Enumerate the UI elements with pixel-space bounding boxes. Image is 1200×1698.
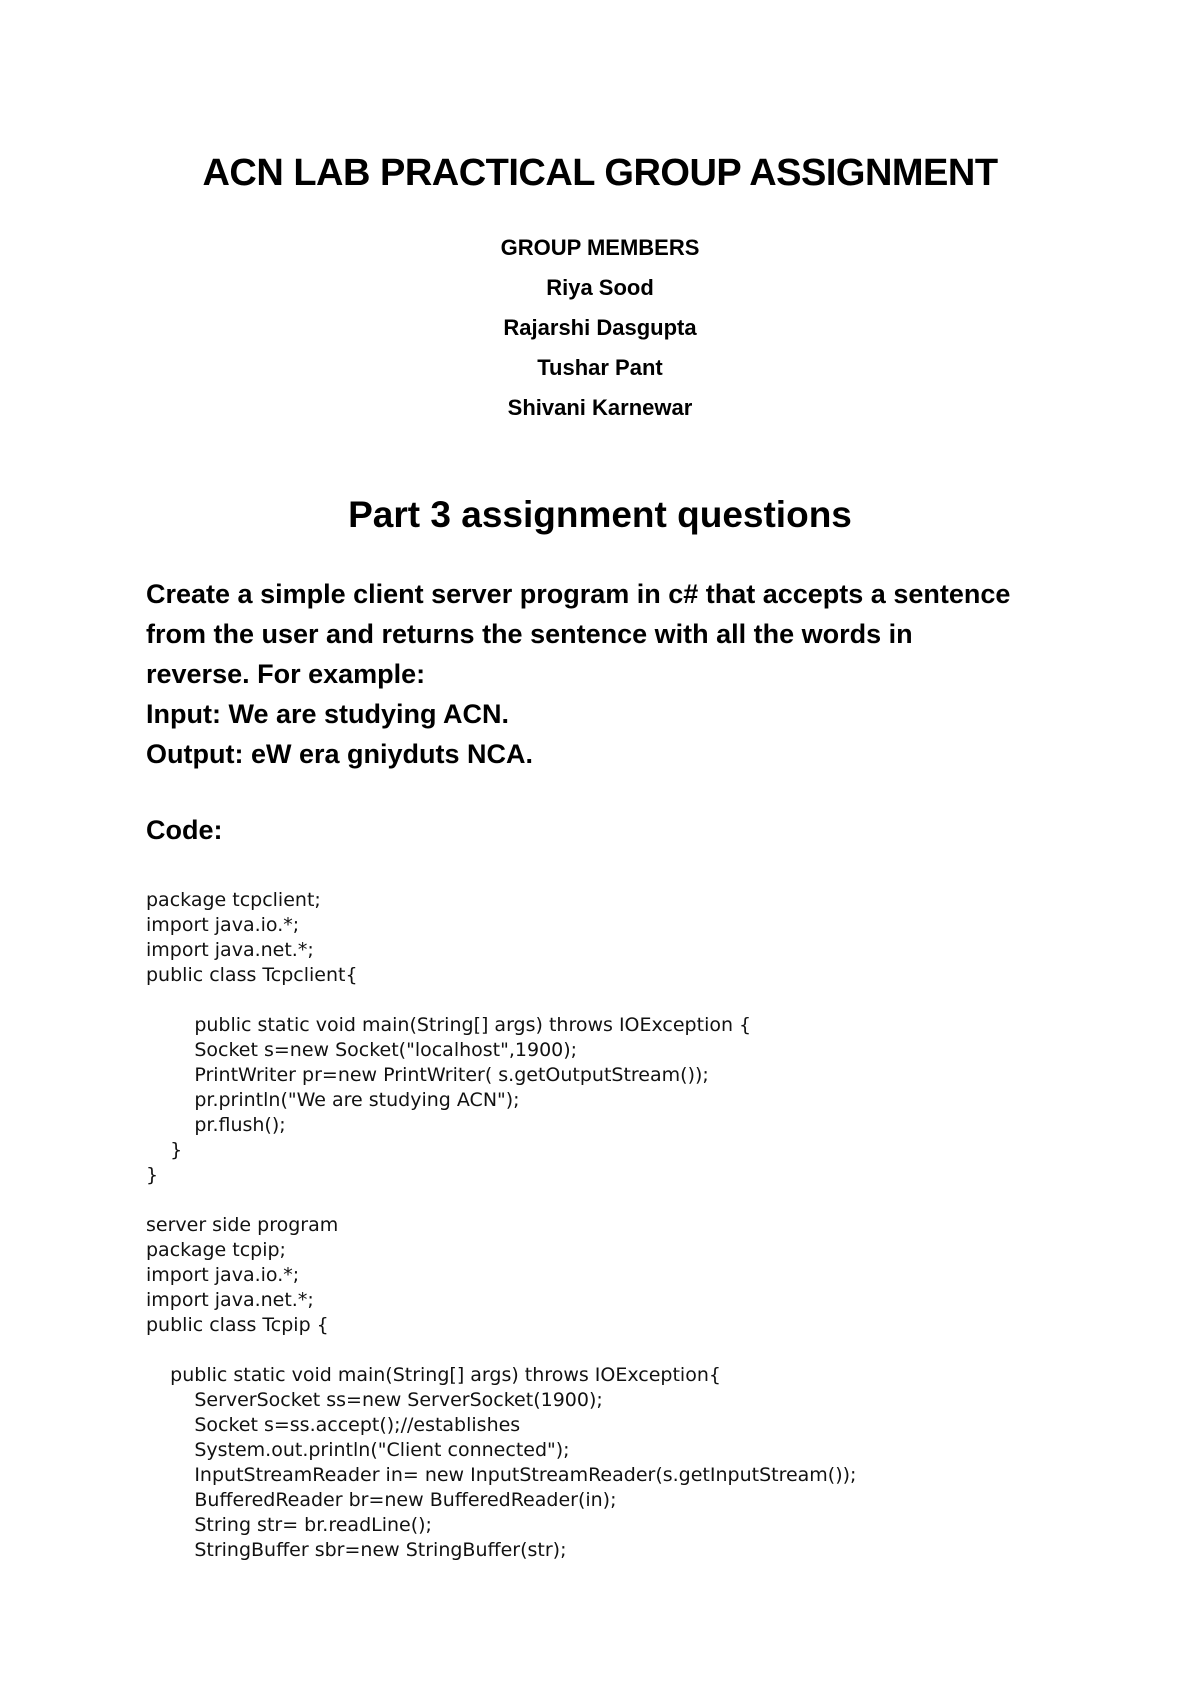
code-line: public static void main(String[] args) throws IOException { [146, 1014, 752, 1036]
code-line: import java.io.*; [146, 1264, 300, 1286]
code-line: package tcpclient; [146, 889, 321, 911]
code-line [146, 1338, 1146, 1363]
code-line: BufferedReader br=new BufferedReader(in); [146, 1489, 617, 1511]
question-line: reverse. For example: [146, 659, 426, 689]
member-name: Riya Sood [546, 275, 654, 300]
code-line: ServerSocket ss=new ServerSocket(1900); [146, 1389, 603, 1411]
code-line: } [146, 1164, 159, 1186]
code-line: import java.net.*; [146, 939, 314, 961]
code-line: System.out.println("Client connected"); [146, 1439, 570, 1461]
code-line [146, 988, 1146, 1013]
code-line: pr.flush(); [146, 1114, 286, 1136]
question-line: from the user and returns the sentence with all the words in [146, 619, 913, 649]
member-name: Shivani Karnewar [507, 395, 693, 420]
code-line: } [146, 1139, 183, 1161]
code-line: StringBuffer sbr=new StringBuffer(str); [146, 1539, 567, 1561]
code-line: Socket s=ss.accept();//establishes [146, 1414, 521, 1436]
code-line: InputStreamReader in= new InputStreamReader(s.getInputStream()); [146, 1464, 857, 1486]
group-members-list [0, 228, 1200, 428]
code-line: PrintWriter pr=new PrintWriter( s.getOutputStream()); [146, 1064, 709, 1086]
document-title: ACN LAB PRACTICAL GROUP ASSIGNMENT [202, 152, 998, 194]
code-line: public class Tcpip { [146, 1314, 329, 1336]
example-input: Input: We are studying ACN. [146, 699, 510, 729]
members-heading: GROUP MEMBERS [500, 235, 700, 260]
code-line: package tcpip; [146, 1239, 286, 1261]
code-block [146, 888, 1146, 1563]
code-line [146, 1188, 1146, 1213]
question-line: Create a simple client server program in c# that accepts a sentence [146, 579, 1011, 609]
code-line: import java.io.*; [146, 914, 300, 936]
code-label: Code: [146, 815, 223, 845]
code-line: Socket s=new Socket("localhost",1900); [146, 1039, 578, 1061]
code-line: public class Tcpclient{ [146, 964, 358, 986]
code-line: String str= br.readLine(); [146, 1514, 432, 1536]
section-heading: Part 3 assignment questions [348, 494, 852, 535]
code-line: pr.println("We are studying ACN"); [146, 1089, 520, 1111]
member-name: Rajarshi Dasgupta [503, 315, 697, 340]
member-name: Tushar Pant [537, 355, 663, 380]
code-line: public static void main(String[] args) throws IOException{ [146, 1364, 721, 1386]
code-line: server side program [146, 1214, 339, 1236]
code-line: import java.net.*; [146, 1289, 314, 1311]
example-output: Output: eW era gniyduts NCA. [146, 739, 533, 769]
assignment-question [146, 574, 1076, 774]
